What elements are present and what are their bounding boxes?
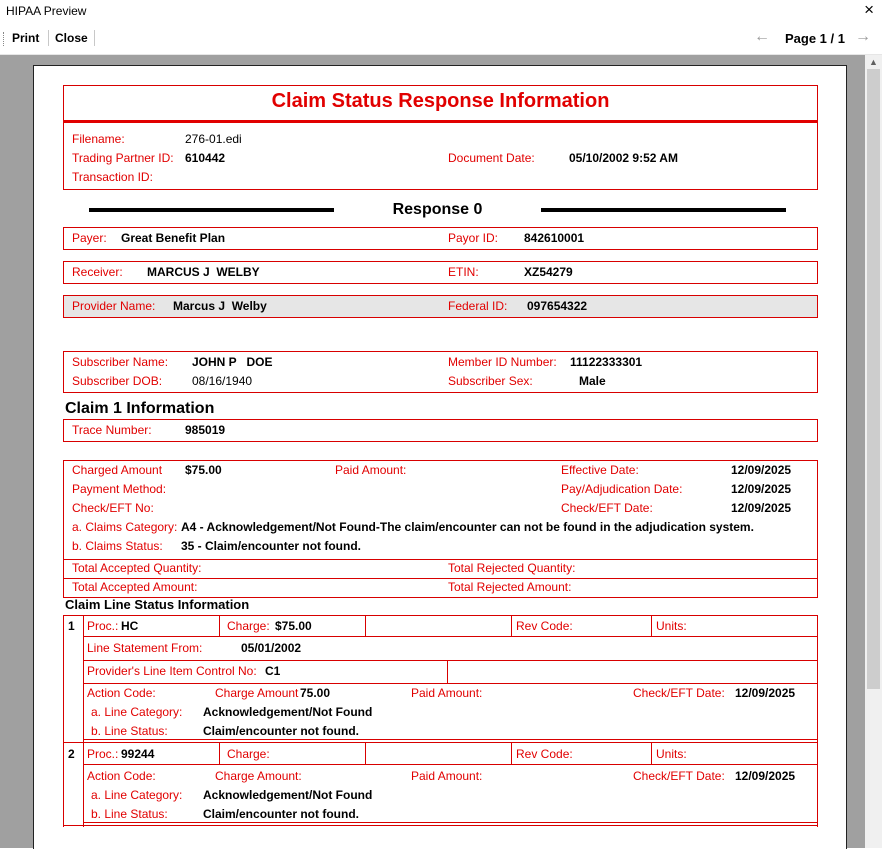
trace-number-value: 985019 — [185, 423, 226, 437]
rev-code-label: Rev Code: — [516, 747, 573, 761]
effective-date-value: 12/09/2025 — [731, 463, 792, 477]
charge-label: Charge: — [227, 747, 270, 761]
total-rejected-amount-label: Total Rejected Amount: — [448, 580, 572, 594]
total-accepted-amount-label: Total Accepted Amount: — [72, 580, 198, 594]
cell-divider — [651, 742, 652, 764]
prev-page-icon[interactable]: ← — [754, 28, 770, 45]
trace-box — [63, 419, 818, 442]
charge-label: Charge: — [227, 619, 270, 633]
etin-value: XZ54279 — [524, 265, 573, 279]
document-date-value: 05/10/2002 9:52 AM — [569, 151, 678, 165]
pay-adjudication-date-label: Pay/Adjudication Date: — [561, 482, 683, 496]
check-eft-no-label: Check/EFT No: — [72, 501, 154, 515]
subscriber-dob-label: Subscriber DOB: — [72, 374, 163, 388]
cell-divider — [365, 615, 366, 636]
federal-id-label: Federal ID: — [448, 299, 508, 313]
trading-partner-label: Trading Partner ID: — [72, 151, 174, 165]
trading-partner-value: 610442 — [185, 151, 226, 165]
divider — [83, 739, 818, 740]
subscriber-box — [63, 351, 818, 393]
provider-name-value: Marcus J Welby — [173, 299, 267, 313]
line-category-value: Acknowledgement/Not Found — [203, 705, 373, 719]
payor-id-label: Payor ID: — [448, 231, 499, 245]
line-statement-from-value: 05/01/2002 — [241, 641, 302, 655]
line-number-divider — [83, 615, 84, 827]
member-id-label: Member ID Number: — [448, 355, 557, 369]
line-statement-from-label: Line Statement From: — [87, 641, 203, 655]
trace-number-label: Trace Number: — [72, 423, 152, 437]
etin-label: ETIN: — [448, 265, 479, 279]
payor-id-value: 842610001 — [524, 231, 585, 245]
toolbar-divider — [48, 30, 49, 46]
cell-divider — [219, 615, 220, 636]
total-rejected-quantity-label: Total Rejected Quantity: — [448, 561, 576, 575]
claims-category-label: a. Claims Category: — [72, 520, 178, 534]
member-id-value: 11122333301 — [570, 355, 643, 369]
cell-divider — [219, 742, 220, 764]
response-rule-right — [541, 208, 786, 212]
subscriber-name-value: JOHN P DOE — [192, 355, 273, 369]
federal-id-value: 097654322 — [527, 299, 588, 313]
next-page-icon[interactable]: → — [855, 28, 871, 45]
close-icon[interactable]: × — [864, 0, 874, 19]
check-eft-date-value: 12/09/2025 — [731, 501, 792, 515]
action-code-label: Action Code: — [87, 769, 156, 783]
subscriber-name-label: Subscriber Name: — [72, 355, 169, 369]
line-status-label: b. Line Status: — [91, 807, 168, 821]
claims-status-value: 35 - Claim/encounter not found. — [181, 539, 362, 553]
divider — [83, 764, 818, 765]
charged-amount-label: Charged Amount — [72, 463, 163, 477]
toolbar-divider — [94, 30, 95, 46]
claims-category-value: A4 - Acknowledgement/Not Found-The claim/encounter can not be found in the adjudication system. — [181, 520, 754, 534]
payer-value: Great Benefit Plan — [121, 231, 226, 245]
subscriber-sex-value: Male — [579, 374, 606, 388]
charged-amount-value: $75.00 — [185, 463, 222, 477]
subscriber-sex-label: Subscriber Sex: — [448, 374, 533, 388]
line-item-control-label: Provider's Line Item Control No: — [87, 664, 257, 678]
cell-divider — [511, 742, 512, 764]
line-number: 2 — [68, 747, 75, 761]
line-status-value: Claim/encounter not found. — [203, 807, 359, 821]
line-item-control-value: C1 — [265, 664, 281, 678]
title-bar — [0, 0, 882, 24]
divider — [63, 559, 818, 560]
close-button[interactable]: Close — [55, 31, 88, 45]
cell-divider — [447, 660, 448, 683]
paid-amount-label: Paid Amount: — [411, 686, 483, 700]
scroll-thumb[interactable] — [867, 69, 880, 689]
payment-method-label: Payment Method: — [72, 482, 167, 496]
divider — [63, 742, 818, 743]
proc-label: Proc.: — [87, 747, 119, 761]
proc-value: HC — [121, 619, 139, 633]
charge-value: $75.00 — [275, 619, 312, 633]
claim-line-heading: Claim Line Status Information — [65, 597, 250, 612]
divider — [83, 660, 818, 661]
line-status-label: b. Line Status: — [91, 724, 168, 738]
rev-code-label: Rev Code: — [516, 619, 573, 633]
receiver-value: MARCUS J WELBY — [147, 265, 260, 279]
proc-value: 99244 — [121, 747, 155, 761]
pay-adjudication-date-value: 12/09/2025 — [731, 482, 792, 496]
receiver-label: Receiver: — [72, 265, 123, 279]
vertical-scrollbar[interactable] — [865, 55, 882, 848]
check-eft-date-label: Check/EFT Date: — [561, 501, 653, 515]
charge-amount-label: Charge Amount: — [215, 769, 302, 783]
units-label: Units: — [656, 619, 687, 633]
line-category-value: Acknowledgement/Not Found — [203, 788, 373, 802]
line-category-label: a. Line Category: — [91, 705, 183, 719]
transaction-id-label: Transaction ID: — [72, 170, 153, 184]
total-accepted-quantity-label: Total Accepted Quantity: — [72, 561, 202, 575]
response-rule-left — [89, 208, 334, 212]
units-label: Units: — [656, 747, 687, 761]
check-eft-date-value: 12/09/2025 — [735, 769, 796, 783]
claim-heading: Claim 1 Information — [65, 400, 215, 417]
provider-name-label: Provider Name: — [72, 299, 156, 313]
document-date-label: Document Date: — [448, 151, 535, 165]
response-title: Response 0 — [392, 201, 483, 218]
report-page — [33, 65, 847, 849]
subscriber-dob-value: 08/16/1940 — [192, 374, 253, 388]
check-eft-date-label: Check/EFT Date: — [633, 686, 725, 700]
divider — [83, 636, 818, 637]
page-indicator: Page 1 / 1 — [785, 31, 845, 46]
divider — [83, 683, 818, 684]
paid-amount-label: Paid Amount: — [411, 769, 483, 783]
line-status-value: Claim/encounter not found. — [203, 724, 359, 738]
line-number: 1 — [68, 619, 75, 633]
divider — [63, 825, 818, 826]
charge-amount-value: 75.00 — [300, 686, 331, 700]
title-underline — [63, 120, 818, 123]
toolbar — [0, 24, 882, 55]
filename-label: Filename: — [72, 132, 125, 146]
paid-amount-label: Paid Amount: — [335, 463, 407, 477]
window-title: HIPAA Preview — [6, 4, 87, 18]
divider — [63, 578, 818, 579]
scroll-up-arrow-icon[interactable]: ▲ — [869, 57, 878, 67]
line-category-label: a. Line Category: — [91, 788, 183, 802]
check-eft-date-value: 12/09/2025 — [735, 686, 796, 700]
effective-date-label: Effective Date: — [561, 463, 639, 477]
proc-label: Proc.: — [87, 619, 119, 633]
cell-divider — [651, 615, 652, 636]
payer-label: Payer: — [72, 231, 107, 245]
print-button[interactable]: Print — [12, 31, 40, 45]
check-eft-date-label: Check/EFT Date: — [633, 769, 725, 783]
filename-value: 276-01.edi — [185, 132, 242, 146]
toolbar-grip[interactable] — [3, 32, 7, 46]
report-title: Claim Status Response Information — [271, 90, 610, 112]
divider — [83, 822, 818, 823]
claims-status-label: b. Claims Status: — [72, 539, 163, 553]
action-code-label: Action Code: — [87, 686, 156, 700]
charge-amount-label: Charge Amount — [215, 686, 299, 700]
cell-divider — [511, 615, 512, 636]
cell-divider — [365, 742, 366, 764]
